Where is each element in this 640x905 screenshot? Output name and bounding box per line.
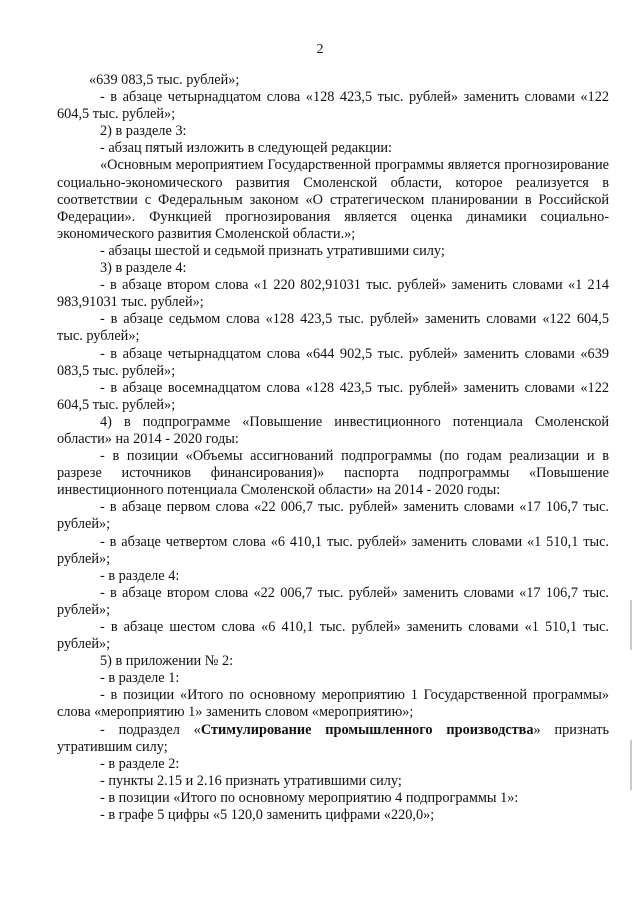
paragraph: - абзац пятый изложить в следующей редакции: [100, 140, 393, 157]
paragraph: - в абзаце восемнадцатом слова «128 423,5 тыс. рублей» заменить словами «122 604,5 тыс. рублей»; [57, 379, 609, 413]
paragraph: 3) в разделе 4: [100, 260, 187, 277]
paragraph: - в разделе 1: [100, 670, 180, 687]
paragraph: - пункты 2.15 и 2.16 признать утратившими силу; [100, 772, 402, 789]
text-span: - подраздел « [100, 721, 201, 738]
paragraph: - в позиции «Итого по основному мероприятию 4 подпрограммы 1»: [100, 789, 519, 806]
paragraph: - в позиции «Итого по основному мероприятию 1 Государственной программы» слова «мероприятию 1» заменить словом «мероприятию»; [57, 687, 609, 721]
paragraph: - в абзаце четырнадцатом слова «128 423,5 тыс. рублей» заменить словами «122 604,5 тыс. рублей»; [57, 89, 609, 123]
paragraph: - в разделе 2: [100, 755, 180, 772]
paragraph: - в разделе 4: [100, 567, 180, 584]
document-body [57, 72, 609, 824]
bold-text: Стимулирование промышленного производства [200, 721, 534, 738]
scan-edge-mark [630, 740, 632, 790]
paragraph: - в абзаце первом слова «22 006,7 тыс. рублей» заменить словами «17 106,7 тыс. рублей»; [57, 499, 609, 533]
text-span: » признать утратившим силу; [57, 721, 609, 755]
paragraph: - в графе 5 цифры «5 120,0 заменить цифрами «220,0»; [100, 807, 435, 824]
paragraph: 2) в разделе 3: [100, 123, 187, 140]
page-number: 2 [316, 42, 324, 57]
paragraph: - в позиции «Объемы ассигнований подпрограммы (по годам реализации и в разрезе источников финансирования)» паспорта подпрограммы «Повышение инвестиционного потенциала Смоленской области» на 2014 - 2020 годы: [57, 448, 609, 499]
paragraph-with-bold [57, 722, 609, 756]
paragraph: - в абзаце седьмом слова «128 423,5 тыс. рублей» заменить словами «122 604,5 тыс. рублей»; [57, 311, 609, 345]
quoted-paragraph: «Основным мероприятием Государственной программы является прогнозирование социально-экономического развития Смоленской области, которое реализуется в соответствии с Федеральным законом «О стратегическом планировании в Российской Федерации». Функцией прогнозирования является оценка динамики социально-экономического развития Смоленской области.»; [57, 157, 609, 242]
paragraph: «639 083,5 тыс. рублей»; [89, 72, 240, 88]
paragraph: 4) в подпрограмме «Повышение инвестиционного потенциала Смоленской области» на 2014 - 2020 годы: [57, 413, 609, 447]
paragraph: - в абзаце четвертом слова «6 410,1 тыс. рублей» заменить словами «1 510,1 тыс. рублей»; [57, 533, 609, 567]
scan-edge-mark [630, 600, 632, 650]
paragraph: - в абзаце шестом слова «6 410,1 тыс. рублей» заменить словами «1 510,1 тыс. рублей»; [57, 619, 609, 653]
paragraph: - в абзаце четырнадцатом слова «644 902,5 тыс. рублей» заменить словами «639 083,5 тыс. рублей»; [57, 345, 609, 379]
paragraph: 5) в приложении № 2: [100, 653, 234, 670]
paragraph: - абзацы шестой и седьмой признать утратившими силу; [100, 242, 445, 259]
paragraph: - в абзаце втором слова «22 006,7 тыс. рублей» заменить словами «17 106,7 тыс. рублей»; [57, 584, 609, 618]
paragraph: - в абзаце втором слова «1 220 802,91031 тыс. рублей» заменить словами «1 214 983,91031 тыс. рублей»; [57, 277, 609, 311]
